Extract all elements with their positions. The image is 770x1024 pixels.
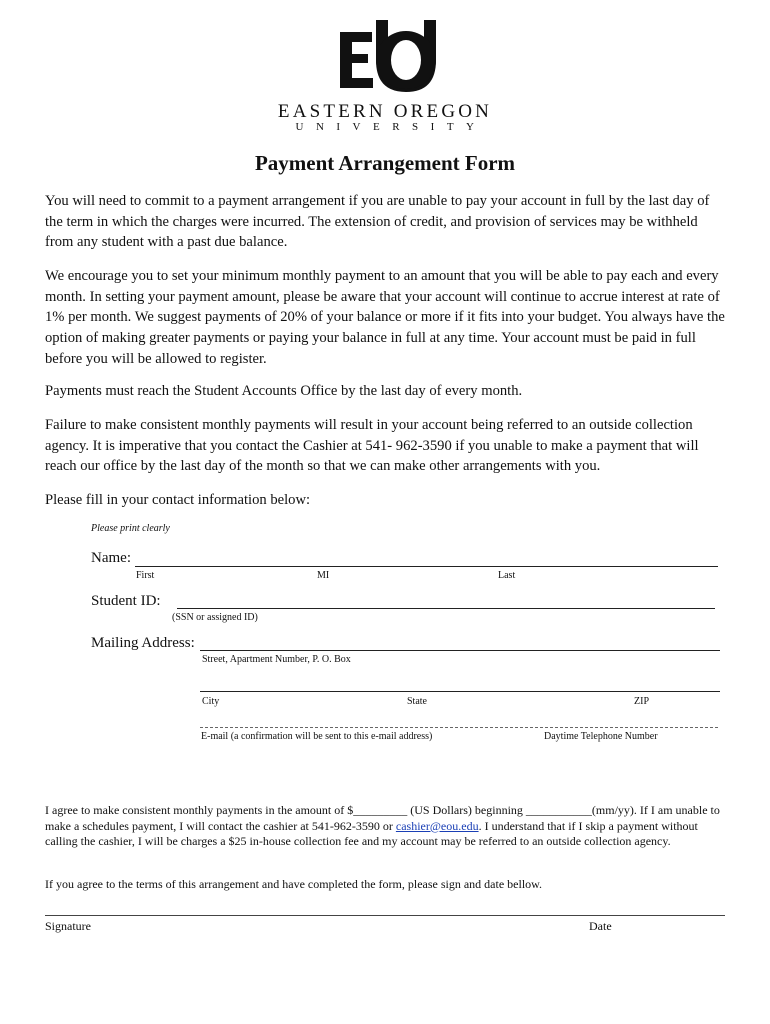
cashier-email-link[interactable]: cashier@eou.edu <box>395 818 479 833</box>
signature-line[interactable] <box>45 915 725 916</box>
name-label: Name: <box>91 550 131 566</box>
mailing-address-label: Mailing Address: <box>91 635 195 651</box>
zip-hint: ZIP <box>634 696 649 707</box>
contact-instruction: Please fill in your contact information below: <box>45 492 311 508</box>
page-title: Payment Arrangement Form <box>254 151 516 175</box>
name-mi-hint: MI <box>317 570 330 581</box>
street-hint: Street, Apartment Number, P. O. Box <box>202 654 351 665</box>
payment-amount-paragraph: We encourage you to set your minimum monthly payment to an amount that you will be able to pay each and every month. In setting your payment amount, please be aware that your account will continue to accrue interest at rate of 1% per month. We suggest payments of 20% of your balance or more if it fits into your budget. You always have the option of making greater payments or paying your balance in full at any time. Your account must be paid in full before you will be allowed to register. <box>45 268 725 367</box>
phone-hint: Daytime Telephone Number <box>544 731 658 742</box>
university-subname: UNIVERSITY <box>295 121 487 133</box>
university-name: EASTERN OREGON <box>277 101 493 122</box>
agreement-text-2: . I understand that if I skip a payment without calling the cashier, I will be charges a $25 in-house collection fee and my account may be referred to an outside collection agency. <box>45 818 698 848</box>
agreement-text-1: I agree to make consistent monthly payments in the amount of $_________ (US Dollars) beginning ___________(mm/yy). If I am unable to make a schedules payment, I will contact the cashier at 541-962-3590 or <box>45 803 720 833</box>
terms-instruction: If you agree to the terms of this arrangement and have completed the form, please sign and date bellow. <box>45 877 543 891</box>
state-hint: State <box>407 696 427 707</box>
eou-logo <box>336 18 444 98</box>
student-id-field[interactable] <box>177 608 715 609</box>
email-phone-field[interactable] <box>200 727 718 728</box>
signature-label: Signature <box>45 919 91 933</box>
name-field[interactable] <box>135 566 718 567</box>
city-state-zip-field[interactable] <box>200 691 720 692</box>
date-label: Date <box>589 919 612 933</box>
intro-paragraph: You will need to commit to a payment arrangement if you are unable to pay your account in full by the last day of the term in which the charges were incurred. The extension of credit, and provision of services may be withheld from any student with a past due balance. <box>45 193 710 251</box>
email-hint: E-mail (a confirmation will be sent to this e-mail address) <box>201 731 433 742</box>
city-hint: City <box>202 696 220 707</box>
street-field[interactable] <box>200 650 720 651</box>
student-id-hint: (SSN or assigned ID) <box>172 612 258 623</box>
name-first-hint: First <box>136 570 155 581</box>
collection-paragraph: Failure to make consistent monthly payments will result in your account being referred to an outside collection agency. It is imperative that you contact the Cashier at 541- 962-3590 if you unable to make a payment that will reach our office by the last day of the month so that we can make other arrangements with you. <box>45 417 699 475</box>
deadline-paragraph: Payments must reach the Student Accounts Office by the last day of every month. <box>45 383 523 399</box>
agreement-paragraph <box>45 803 725 850</box>
print-note: Please print clearly <box>91 523 170 534</box>
name-last-hint: Last <box>498 570 516 581</box>
student-id-label: Student ID: <box>91 593 161 609</box>
